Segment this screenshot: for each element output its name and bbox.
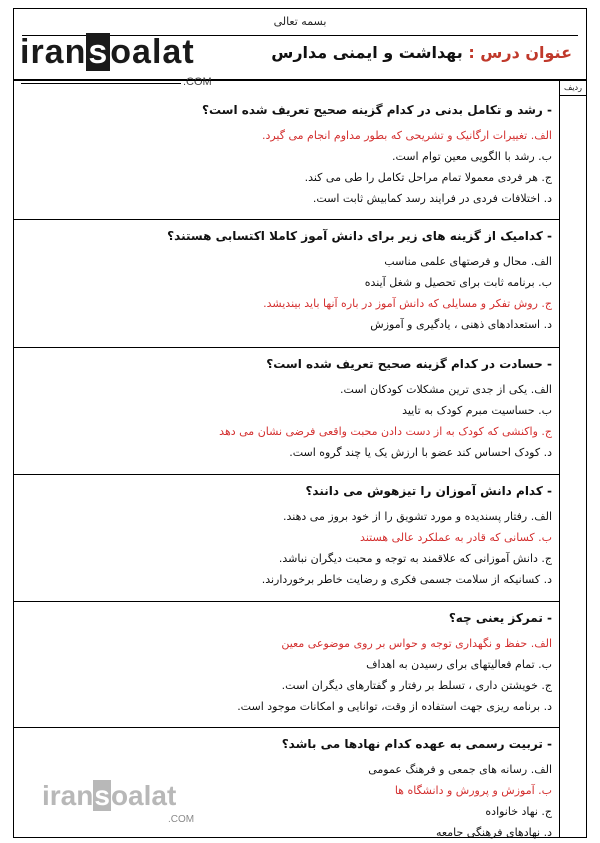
- watermark-domain: .COM: [168, 814, 195, 825]
- question-1: [14, 101, 560, 209]
- exam-page: [13, 8, 587, 838]
- course-title-label: عنوان درس :: [468, 43, 572, 62]
- option-jim: ج. خویشتن داری ، تسلط بر رفتار و گفتارهای دیگران است.: [281, 679, 552, 692]
- question-text: - کدامیک از گزینه های زیر برای دانش آموز کاملا اکتسابی هستند؟: [167, 229, 552, 243]
- option-alef: الف. رفتار پسندیده و مورد تشویق را از خود بروز می دهند.: [283, 510, 552, 523]
- option-be: ب. رشد با الگویی معین توام است.: [391, 150, 552, 163]
- option-alef: الف. حفظ و نگهداری توجه و حواس بر روی موضوعی معین: [281, 637, 552, 650]
- option-dal: د. کسانیکه از سلامت جسمی فکری و رضایت خاطر برخوردارند.: [261, 573, 552, 586]
- row-number-column: [559, 81, 586, 837]
- question-2: [14, 227, 560, 335]
- question-text: - تمرکز یعنی چه؟: [448, 611, 552, 625]
- question-divider: [14, 601, 560, 602]
- option-dal: د. کودک احساس کند عضو با ارزش یک یا چند گروه است.: [289, 446, 552, 459]
- course-title: [271, 43, 572, 62]
- questions-content: [14, 81, 560, 837]
- question-5: [14, 609, 560, 717]
- option-be: ب. آموزش و پرورش و دانشگاه ها: [394, 784, 552, 797]
- question-text: - حسادت در کدام گزینه صحیح تعریف شده است؟: [266, 357, 552, 371]
- option-alef: الف. یکی از جدی ترین مشکلات کودکان است.: [340, 383, 552, 396]
- question-divider: [14, 727, 560, 728]
- watermark-logo: iransoalat: [42, 780, 177, 811]
- iransoalat-logo: iransoalat: [20, 33, 195, 71]
- option-dal: د. اختلافات فردی در فرایند رسد کمابیش ثابت است.: [312, 192, 552, 205]
- logo-domain: .COM: [183, 76, 212, 88]
- question-divider: [14, 219, 560, 220]
- question-text: - تربیت رسمی به عهده کدام نهادها می باشد؟: [281, 737, 552, 751]
- option-dal: د. استعدادهای ذهنی ، یادگیری و آموزش: [370, 318, 552, 331]
- question-divider: [14, 474, 560, 475]
- row-number-divider: [560, 95, 586, 96]
- option-be: ب. کسانی که قادر به عملکرد عالی هستند: [360, 531, 552, 544]
- question-text: - کدام دانش آموزان را تیزهوش می دانند؟: [305, 484, 552, 498]
- question-text: - رشد و تکامل بدنی در کدام گزینه صحیح تعریف شده است؟: [202, 103, 552, 117]
- option-be: ب. برنامه ثابت برای تحصیل و شغل آینده: [364, 276, 552, 289]
- questions-box: [13, 80, 587, 838]
- option-dal: د. برنامه ریزی جهت استفاده از وقت، توانایی و امکانات موجود است.: [237, 700, 552, 713]
- course-title-value: بهداشت و ایمنی مدارس: [271, 43, 463, 62]
- header-box: [13, 8, 587, 80]
- option-jim: ج. نهاد خانواده: [485, 805, 552, 818]
- option-jim: ج. روش تفکر و مسایلی که دانش آموز در باره آنها باید بیندیشد.: [263, 297, 552, 310]
- option-jim: ج. هر فردی معمولا تمام مراحل تکامل را طی می کند.: [304, 171, 552, 184]
- question-4: [14, 482, 560, 590]
- option-alef: الف. تغییرات ارگانیک و تشریحی که بطور مداوم انجام می گیرد.: [261, 129, 552, 142]
- question-3: [14, 355, 560, 463]
- option-be: ب. تمام فعالیتهای برای رسیدن به اهداف: [366, 658, 552, 671]
- row-number-header: ردیف: [564, 83, 582, 92]
- option-jim: ج. واکنشی که کودک به از دست دادن محبت واقعی فرضی نشان می دهد: [219, 425, 552, 438]
- question-divider: [14, 347, 560, 348]
- option-dal: د. نهادهای فرهنگی جامعه: [436, 826, 552, 839]
- option-be: ب. حساسیت مبرم کودک به تایید: [402, 404, 552, 417]
- bismillah: بسمه تعالی: [273, 15, 327, 28]
- option-alef: الف. رسانه های جمعی و فرهنگ عمومی: [368, 763, 552, 776]
- option-alef: الف. محال و فرصتهای علمی مناسب: [384, 255, 552, 268]
- option-jim: ج. دانش آموزانی که علاقمند به توجه و محبت دیگران نباشد.: [278, 552, 552, 565]
